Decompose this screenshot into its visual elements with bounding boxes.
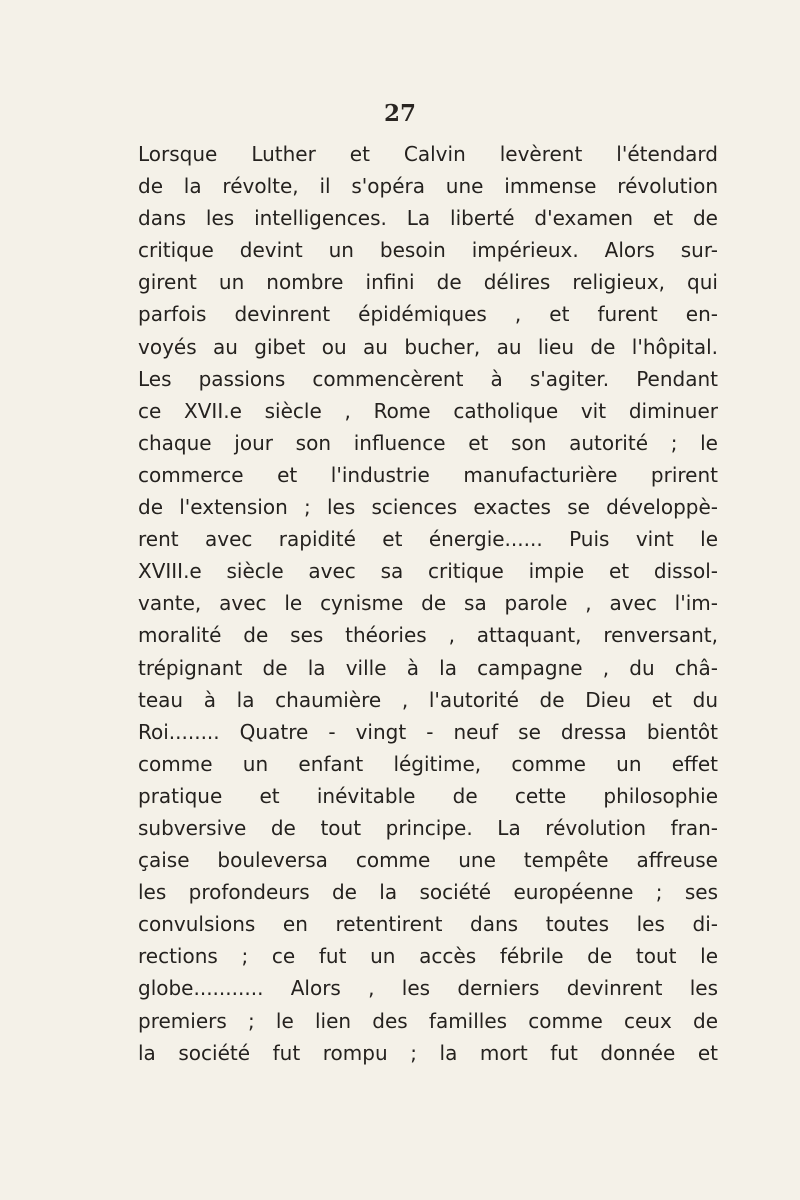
text-line: Les passions commencèrent à s'agiter. Pendant xyxy=(138,366,718,391)
text-line: de l'extension ; les sciences exactes se développè- xyxy=(138,495,718,520)
text-line: moralité de ses théories , attaquant, renversant, xyxy=(138,623,718,648)
text-line: girent un nombre infini de délires religieux, qui xyxy=(138,270,718,295)
text-line: ce XVII.e siècle , Rome catholique vit diminuer xyxy=(138,398,718,423)
text-line: convulsions en retentirent dans toutes les di- xyxy=(138,912,718,937)
text-line: comme un enfant légitime, comme un effet xyxy=(138,751,718,776)
text-line: Roi........ Quatre - vingt - neuf se dressa bientôt xyxy=(138,719,718,744)
text-line: çaise bouleversa comme une tempête affreuse xyxy=(138,848,718,873)
text-line: XVIII.e siècle avec sa critique impie et dissol- xyxy=(138,559,718,584)
text-line: teau à la chaumière , l'autorité de Dieu et du xyxy=(138,687,718,712)
text-line: pratique et inévitable de cette philosophie xyxy=(138,783,718,808)
text-line: rections ; ce fut un accès fébrile de tout le xyxy=(138,944,718,969)
text-line: globe........... Alors , les derniers devinrent les xyxy=(138,976,718,1001)
text-line: parfois devinrent épidémiques , et furent en- xyxy=(138,302,718,327)
text-line: premiers ; le lien des familles comme ceux de xyxy=(138,1008,718,1033)
body-text xyxy=(138,138,718,1069)
text-line: la société fut rompu ; la mort fut donnée et xyxy=(138,1040,718,1065)
text-line: critique devint un besoin impérieux. Alors sur- xyxy=(138,238,718,263)
page-number: 27 xyxy=(383,100,416,127)
text-line: de la révolte, il s'opéra une immense révolution xyxy=(138,174,718,199)
text-line: vante, avec le cynisme de sa parole , avec l'im- xyxy=(138,591,718,616)
text-line: commerce et l'industrie manufacturière prirent xyxy=(138,462,718,487)
text-line: trépignant de la ville à la campagne , du châ- xyxy=(138,655,718,680)
text-line: voyés au gibet ou au bucher, au lieu de l'hôpital. xyxy=(138,334,718,359)
text-line: dans les intelligences. La liberté d'examen et de xyxy=(138,206,718,231)
text-line: les profondeurs de la société européenne ; ses xyxy=(138,880,718,905)
text-line: rent avec rapidité et énergie...... Puis vint le xyxy=(138,527,718,552)
text-line: chaque jour son influence et son autorité ; le xyxy=(138,430,718,455)
text-line: Lorsque Luther et Calvin levèrent l'étendard xyxy=(138,142,718,166)
text-line: subversive de tout principe. La révolution fran- xyxy=(138,815,718,840)
